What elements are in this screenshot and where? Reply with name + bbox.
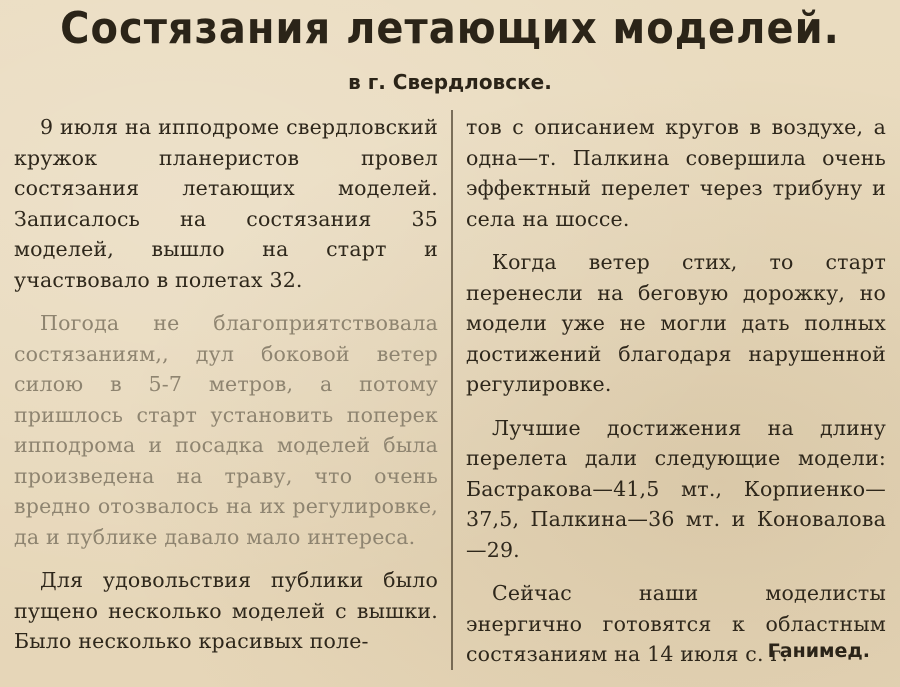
- paragraph-2: Погода не благоприятствовала состязаниям,, дул боковой ветер силою в 5-7 метров, а потому пришлось старт установить поперек ипподрома и посадка моделей была произведена на траву, что очень вредно отозвалось на их регулировке, да и публике давало мало интереса.: [14, 311, 438, 549]
- article-subtitle: в г. Свердловске.: [348, 70, 552, 94]
- paragraph-4: Когда ветер стих, то старт перенесли на беговую дорожку, но модели уже не могли дать полных достижений благодаря нарушенной регулировке.: [466, 250, 886, 396]
- article-title: Состязания летающих моделей.: [60, 4, 840, 54]
- paragraph-6: Сейчас наши моделисты энергично готовятся к областным состязаниям на 14 июля с. г.: [466, 581, 886, 666]
- paragraph-3-continued: тов с описанием кругов в воздухе, а одна—т. Палкина совершила очень эффектный перелет через трибуну и села на шоссе.: [466, 115, 886, 231]
- right-column: [466, 112, 886, 670]
- author-signature: Ганимед.: [767, 640, 870, 662]
- paragraph-1: 9 июля на ипподроме свердловский кружок планеристов провел состязания летающих моделей. Записалось на состязания 35 моделей, вышло на старт и участвовало в полетах 32.: [14, 115, 438, 292]
- paragraph-5: Лучшие достижения на длину перелета дали следующие модели: Бастракова—41,5 мт., Корпиенко—37,5, Палкина—36 мт. и Коновалова—29.: [466, 415, 886, 562]
- left-column: [14, 112, 438, 657]
- column-divider: [451, 110, 453, 670]
- paragraph-3: Для удовольствия публики было пущено несколько моделей с вышки. Было несколько красивых поле-: [14, 568, 438, 653]
